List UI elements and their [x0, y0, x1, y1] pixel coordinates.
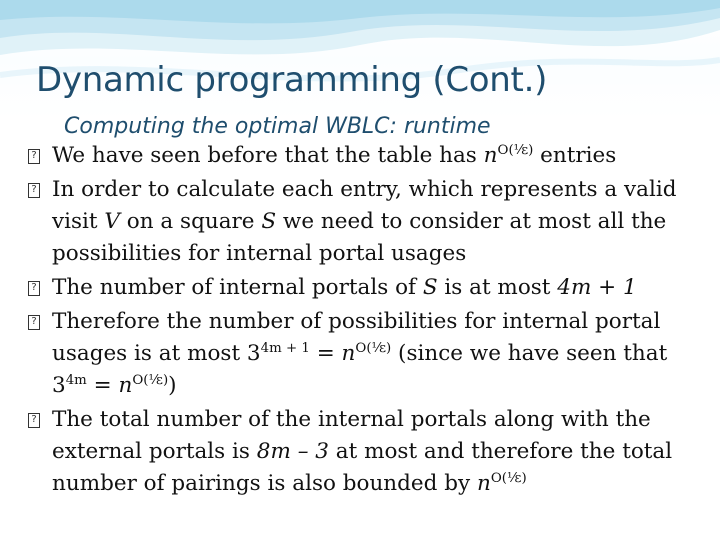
- math-exponent: O(¹⁄ε): [497, 143, 534, 159]
- math-exponent: 4m + 1: [260, 341, 310, 357]
- bullet-text: we need to consider at most all the possibilities for internal portal usages: [52, 209, 667, 266]
- bullet-marker-icon: ?: [28, 183, 40, 198]
- bullet-item: [26, 174, 706, 270]
- bullet-text: =: [309, 341, 342, 366]
- bullet-text: ): [168, 373, 177, 398]
- bullet-text: at most and therefore the total number of pairings is also bounded by: [52, 439, 673, 496]
- math-variable: S: [422, 275, 438, 300]
- math-exponent: 4m: [65, 373, 87, 389]
- bullet-text: (since we have seen that 3: [52, 341, 668, 398]
- math-variable: n: [483, 143, 498, 168]
- math-variable: V: [104, 209, 120, 234]
- bullet-marker-icon: ?: [28, 315, 40, 330]
- bullet-item: [26, 140, 706, 172]
- math-variable: S: [261, 209, 277, 234]
- math-exponent: O(¹⁄ε): [132, 373, 169, 389]
- bullet-text: The total number of the internal portals along with the external portals is: [52, 407, 651, 464]
- bullet-text: Therefore the number of possibilities for internal portal usages is at most 3: [52, 309, 661, 366]
- math-variable: n: [118, 373, 133, 398]
- bullet-text: We have seen before that the table has: [52, 143, 484, 168]
- math-variable: n: [341, 341, 356, 366]
- bullet-marker-icon: ?: [28, 413, 40, 428]
- bullet-list: [26, 140, 706, 500]
- bullet-item: [26, 306, 706, 402]
- math-exponent: O(¹⁄ε): [490, 471, 527, 487]
- bullet-item: [26, 404, 706, 500]
- bullet-text: entries: [533, 143, 617, 168]
- slide-title: Dynamic programming (Cont.): [36, 60, 548, 100]
- bullet-text: In order to calculate each entry, which represents a valid visit: [52, 177, 677, 234]
- slide-subtitle: Computing the optimal WBLC: runtime: [64, 114, 491, 139]
- bullet-marker-icon: ?: [28, 149, 40, 164]
- math-exponent: O(¹⁄ε): [355, 341, 392, 357]
- bullet-text: on a square: [119, 209, 262, 234]
- bullet-item: [26, 272, 706, 304]
- math-expression: 8m – 3: [256, 439, 329, 464]
- bullet-text: =: [86, 373, 119, 398]
- math-expression: 4m + 1: [557, 275, 637, 300]
- math-variable: n: [476, 471, 491, 496]
- bullet-text: The number of internal portals of: [52, 275, 423, 300]
- bullet-marker-icon: ?: [28, 281, 40, 296]
- bullet-text: is at most: [437, 275, 558, 300]
